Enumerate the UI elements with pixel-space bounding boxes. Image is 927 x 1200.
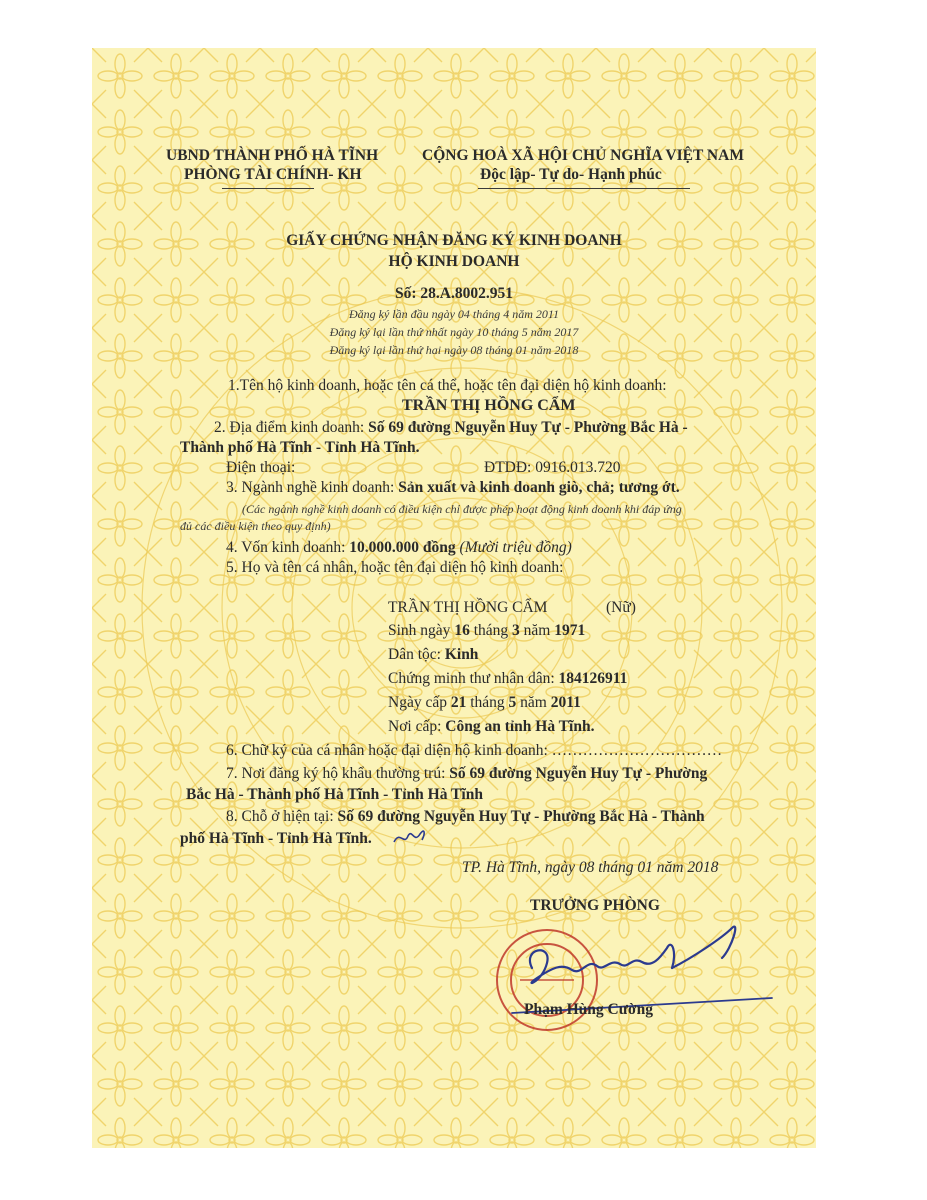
issue-year-label: năm [516,694,551,711]
item3-note-b: đủ các điều kiện theo quy định) [180,519,331,533]
permanent-address-a: Số 69 đường Nguyễn Huy Tự - Phường [449,765,708,782]
capital-in-words: (Mười triệu đồng) [455,539,572,556]
initial-scribble [392,826,428,848]
id-card [388,669,627,689]
dob-year-label: năm [519,622,555,639]
header-department: PHÒNG TÀI CHÍNH- KH [184,166,362,183]
item7-label: 7. Nơi đăng ký hộ khẩu thường trú: [226,765,450,782]
header-right-underline [478,188,690,189]
representative-gender: (Nữ) [606,599,636,616]
header-country: CỘNG HOÀ XÃ HỘI CHỦ NGHĨA VIỆT NAM [422,147,744,164]
dob-month: 3 [512,622,520,639]
phone-label: Điện thoại: [226,459,296,476]
item7-line1 [226,764,707,784]
id-card-label: Chứng minh thư nhân dân: [388,670,559,687]
issue-location-date: TP. Hà Tĩnh, ngày 08 tháng 01 năm 2018 [462,859,719,876]
current-address-b: phố Hà Tĩnh - Tỉnh Hà Tĩnh. [180,830,372,847]
certificate-title: GIẤY CHỨNG NHẬN ĐĂNG KÝ KINH DOANH [286,232,622,249]
current-address-a: Số 69 đường Nguyễn Huy Tự - Phường Bắc Hà - Thành [337,808,705,825]
issue-place [388,717,594,737]
item3-label: 3. Ngành nghề kinh doanh: [226,479,399,496]
registration-date-3: Đăng ký lại lần thứ hai ngày 08 tháng 01 năm 2018 [329,343,579,357]
issue-place-label: Nơi cấp: [388,718,446,735]
header-motto: Độc lập- Tự do- Hạnh phúc [480,166,662,183]
signer-name: Phạm Hùng Cường [524,1001,653,1018]
item3-line [226,478,680,498]
business-address-a: Số 69 đường Nguyễn Huy Tự - Phường Bắc Hà - [368,419,688,436]
business-name: TRẦN THỊ HỒNG CẨM [402,397,576,414]
representative-name: TRẦN THỊ HỒNG CẨM [388,599,548,616]
issue-date [388,693,581,713]
id-card-number: 184126911 [558,670,628,687]
header-authority: UBND THÀNH PHỐ HÀ TĨNH [166,147,379,164]
issue-year: 2011 [550,694,581,711]
item8-label: 8. Chỗ ở hiện tại: [226,808,338,825]
mobile-number: ĐTDĐ: 0916.013.720 [484,459,621,476]
registration-date-2: Đăng ký lại lần thứ nhất ngày 10 tháng 5 năm 2017 [329,325,579,339]
item3-note-a: (Các ngành nghề kinh doanh có điều kiện chỉ được phép hoạt động kinh doanh khi đáp ứng [242,502,682,516]
item4-line [226,538,572,558]
registration-date-1: Đăng ký lần đầu ngày 04 tháng 4 năm 2011 [348,307,560,321]
dob-month-label: tháng [469,622,512,639]
issue-month-label: tháng [466,694,509,711]
item4-label: 4. Vốn kinh doanh: [226,539,350,556]
ethnicity [388,645,478,665]
issue-day: 21 [450,694,467,711]
official-stamp-and-signature [492,908,792,1058]
item1-label: 1.Tên hộ kinh doanh, hoặc tên cá thể, hoặc tên đại diện hộ kinh doanh: [228,377,667,394]
signer-position: TRƯỞNG PHÒNG [530,897,660,914]
item2-line1 [214,418,688,438]
issue-prefix: Ngày cấp [388,694,451,711]
issue-place-value: Công an tỉnh Hà Tĩnh. [445,718,595,735]
dob-day: 16 [454,622,470,639]
certificate-number: Số: 28.A.8002.951 [395,285,513,302]
ethnicity-label: Dân tộc: [388,646,445,663]
certificate-subtitle: HỘ KINH DOANH [388,253,520,270]
item5-label: 5. Họ và tên cá nhân, hoặc tên đại diện hộ kinh doanh: [226,559,564,576]
item2-label: 2. Địa điểm kinh doanh: [214,419,369,436]
item8-line1 [226,807,705,827]
dob-prefix: Sinh ngày [388,622,455,639]
issue-month: 5 [508,694,517,711]
date-of-birth [388,621,585,641]
ethnicity-value: Kinh [444,646,479,663]
business-lines: Sản xuất và kinh doanh giò, chả; tương ớt. [398,479,680,496]
item6-signature-line: 6. Chữ ký của cá nhân hoặc đại diện hộ kinh doanh: …………………………… [226,742,723,759]
permanent-address-b: Bắc Hà - Thành phố Hà Tĩnh - Tỉnh Hà Tĩnh [186,786,483,803]
capital-amount: 10.000.000 đồng [349,539,456,556]
certificate-sheet [92,48,816,1148]
dob-year: 1971 [554,622,586,639]
business-address-b: Thành phố Hà Tĩnh - Tỉnh Hà Tĩnh. [180,439,420,456]
header-left-underline [222,188,314,189]
